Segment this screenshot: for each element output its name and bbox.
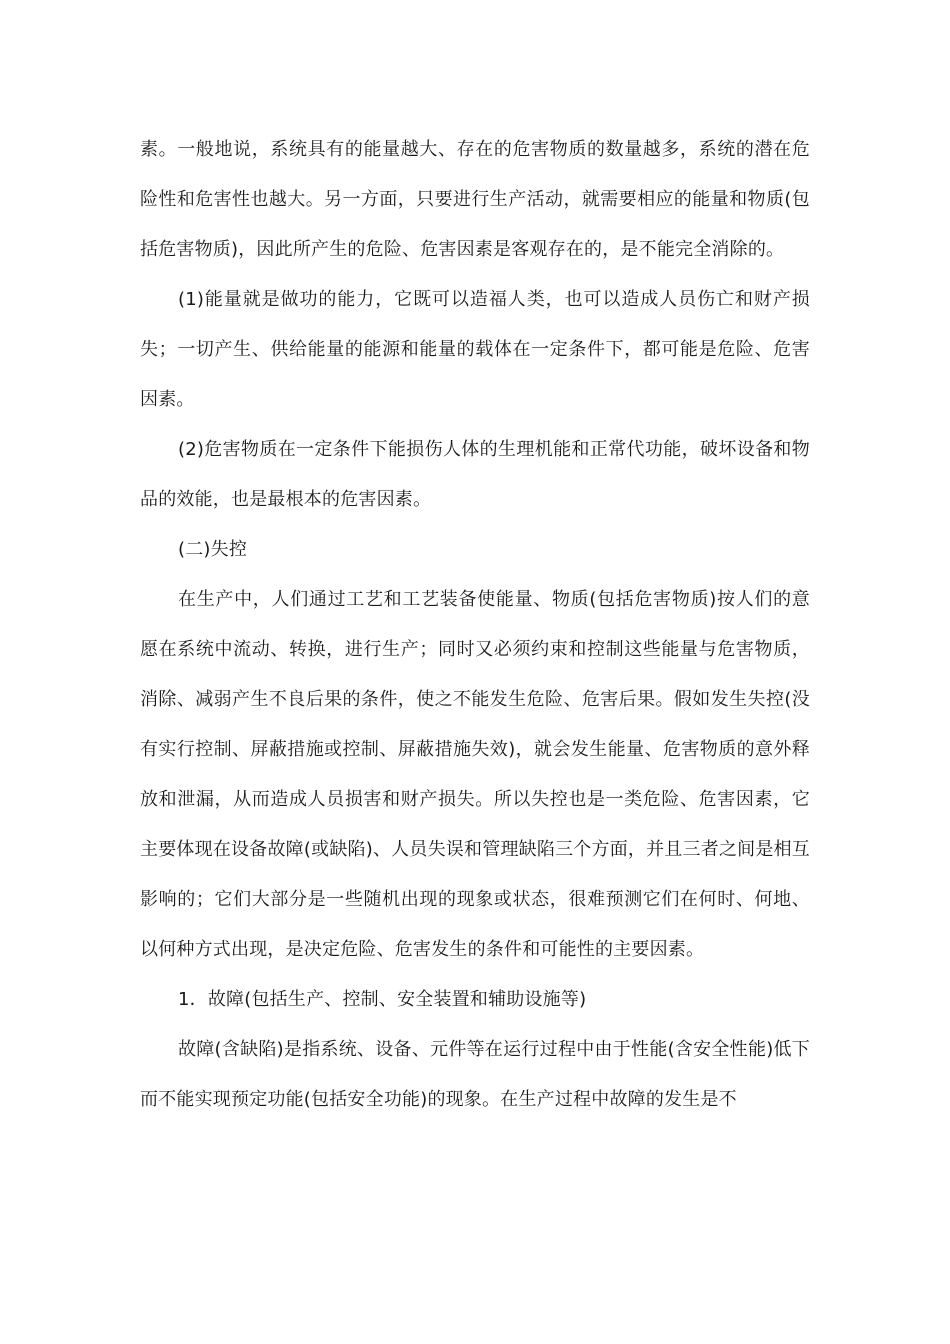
paragraph-loss-of-control: 在生产中，人们通过工艺和工艺装备使能量、物质(包括危害物质)按人们的意愿在系统中流动、转换，进行生产；同时又必须约束和控制这些能量与危害物质，消除、减弱产生不良后果的条件，使之不能发生危险、危害后果。假如发生失控(没有实行控制、屏蔽措施或控制、屏蔽措施失效)，就会发生能量、危害物质的意外释放和泄漏，从而造成人员损害和财产损失。所以失控也是一类危险、危害因素，它主要体现在设备故障(或缺陷)、人员失误和管理缺陷三个方面，并且三者之间是相互影响的；它们大部分是一些随机出现的现象或状态，很难预测它们在何时、何地、以何种方式出现，是决定危险、危害发生的条件和可能性的主要因素。 bbox=[140, 589, 810, 960]
section-heading-loss-of-control: (二)失控 bbox=[178, 539, 248, 560]
document-page bbox=[140, 125, 810, 1125]
subsection-heading-failure: 1．故障(包括生产、控制、安全装置和辅助设施等) bbox=[178, 989, 587, 1010]
paragraph-energy-intro: 素。一般地说，系统具有的能量越大、存在的危害物质的数量越多，系统的潜在危险性和危害性也越大。另一方面，只要进行生产活动，就需要相应的能量和物质(包括危害物质)，因此所产生的危险、危害因素是客观存在的，是不能完全消除的。 bbox=[140, 139, 810, 260]
paragraph-energy-definition: (1)能量就是做功的能力，它既可以造福人类，也可以造成人员伤亡和财产损失；一切产生、供给能量的能源和能量的载体在一定条件下，都可能是危险、危害因素。 bbox=[140, 289, 810, 410]
paragraph-hazardous-substances: (2)危害物质在一定条件下能损伤人体的生理机能和正常代功能，破坏设备和物品的效能，也是最根本的危害因素。 bbox=[140, 439, 810, 510]
paragraph-failure-definition: 故障(含缺陷)是指系统、设备、元件等在运行过程中由于性能(含安全性能)低下而不能实现预定功能(包括安全功能)的现象。在生产过程中故障的发生是不 bbox=[140, 1039, 810, 1110]
